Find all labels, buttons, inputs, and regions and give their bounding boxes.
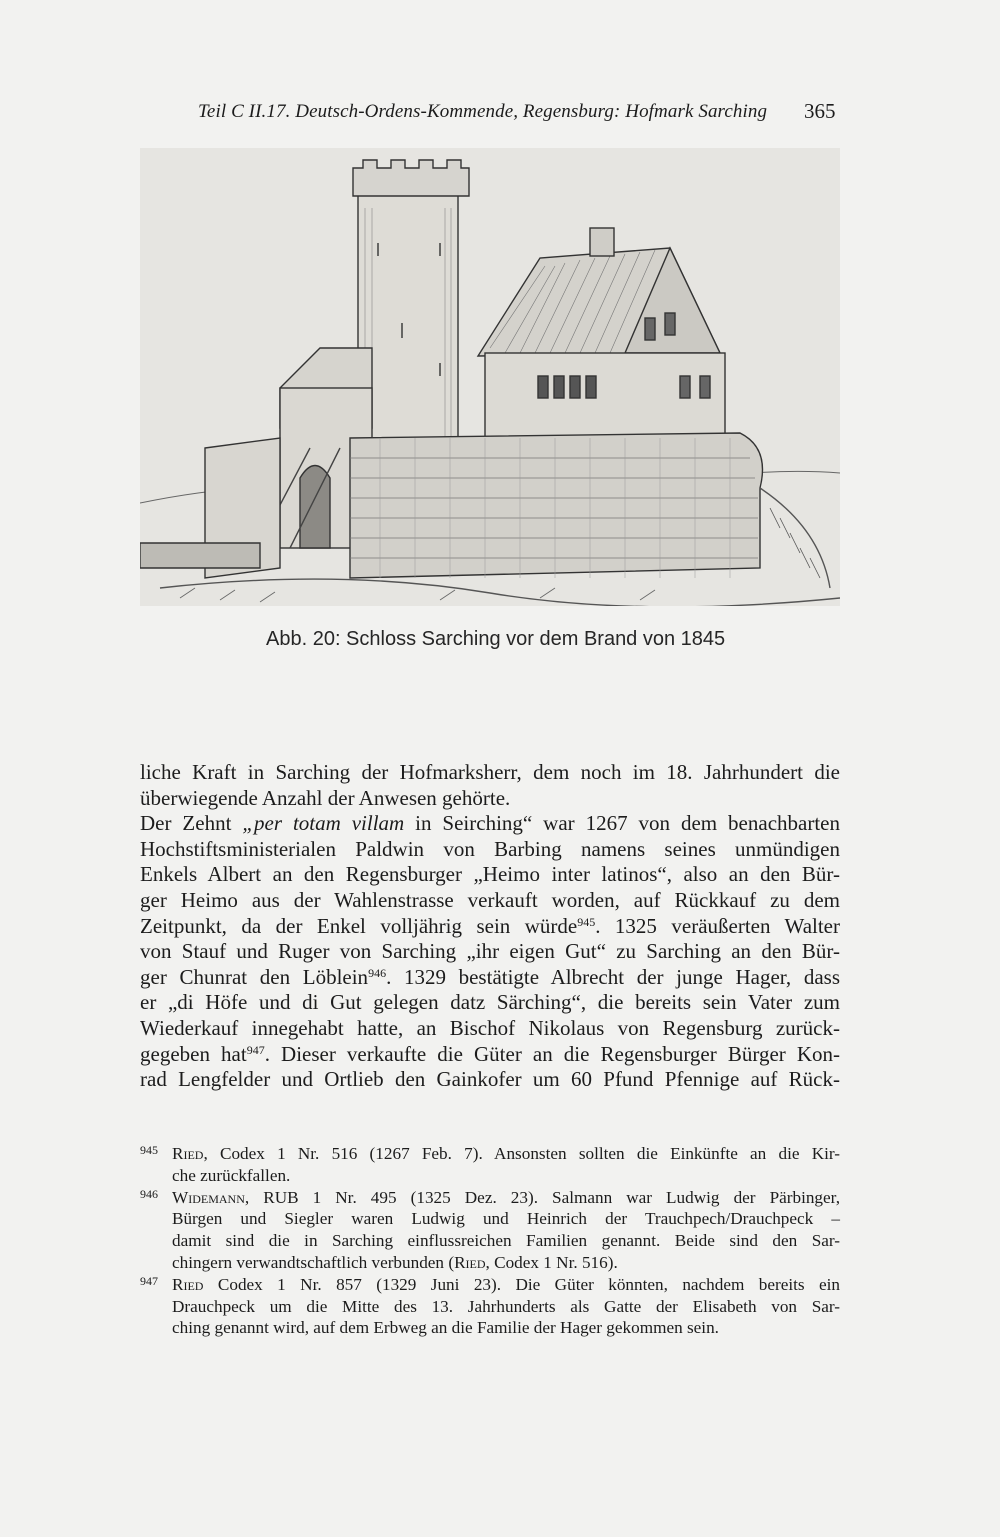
text-run: in Seirching“ war 1267 von dem benachbarten	[404, 811, 840, 836]
text-line: er „di Höfe und di Gut gelegen datz Särching“, die bereits sein Vater zum	[140, 990, 840, 1015]
footnote-number: 946	[140, 1186, 158, 1201]
footnote-line: che zurückfallen.	[172, 1165, 291, 1185]
author-name: Widemann	[172, 1187, 245, 1207]
text-run: . Dieser verkaufte die Güter an die Regensburger Bürger Kon-	[264, 1041, 840, 1066]
text-run: , Codex 1 Nr. 516).	[485, 1252, 618, 1272]
footnote-number: 945	[140, 1143, 158, 1157]
text-run: , Codex 1 Nr. 516 (1267 Feb. 7). Ansonsten sollten die Einkünfte an die Kir-	[203, 1144, 840, 1163]
author-name: Ried	[172, 1274, 204, 1294]
footnote-line	[172, 1187, 840, 1209]
footnote-ref: 945	[577, 914, 596, 929]
text-run: Zeitpunkt, da der Enkel volljährig sein würde	[140, 913, 578, 938]
text-line: Wiederkauf innegehabt hatte, an Bischof Nikolaus von Regensburg zurück-	[140, 1015, 840, 1040]
emphasis-text: „per totam villam	[242, 811, 405, 836]
footnote-line: Drauchpeck um die Mitte des 13. Jahrhunderts als Gatte der Elisabeth von Sar-	[172, 1296, 840, 1316]
footnote-line: damit sind die in Sarching einflussreichen Familien genannt. Beide sind den Sar-	[172, 1231, 840, 1251]
text-line: von Stauf und Ruger von Sarching „ihr eigen Gut“ zu Sarching an den Bür-	[140, 939, 840, 964]
text-run: Der Zehnt	[140, 811, 243, 836]
running-title: Teil C II.17. Deutsch-Ordens-Kommende, Regensburg: Hofmark Sarching	[198, 101, 768, 122]
text-line: überwiegende Anzahl der Anwesen gehörte.	[140, 785, 511, 810]
footnotes	[140, 1143, 840, 1339]
text-line	[140, 811, 840, 837]
footnote-line: Bürgen und Siegler waren Ludwig und Heinrich der Trauchpech/Drauchpeck –	[172, 1209, 840, 1229]
footnote-946	[140, 1187, 840, 1274]
author-name: Ried	[172, 1144, 204, 1163]
text-line	[140, 1042, 840, 1068]
page-number: 365	[804, 99, 836, 123]
text-run: . 1329 bestätigte Albrecht der junge Hager, dass	[386, 964, 840, 989]
footnote-line	[172, 1274, 840, 1296]
text-line	[140, 914, 840, 940]
footnote-ref: 946	[368, 965, 387, 980]
footnote-ref: 947	[246, 1042, 265, 1057]
text-line: liche Kraft in Sarching der Hofmarksherr, dem noch im 18. Jahrhundert die	[140, 760, 840, 784]
text-line: Enkels Albert an den Regensburger „Heimo inter latinos“, also an den Bür-	[140, 862, 840, 887]
text-line: ger Heimo aus der Wahlenstrasse verkauft worden, auf Rückkauf zu dem	[140, 887, 840, 912]
footnote-947	[140, 1274, 840, 1339]
footnote-line	[172, 1252, 840, 1274]
text-run: Codex 1 Nr. 857 (1329 Juni 23). Die Güter könnten, nachdem bereits ein	[203, 1274, 840, 1294]
figure-caption: Abb. 20: Schloss Sarching vor dem Brand von 1845	[266, 628, 726, 650]
text-line	[140, 965, 840, 991]
text-line: rad Lengfelder und Ortlieb den Gainkofer um 60 Pfund Pfennige auf Rück-	[140, 1067, 840, 1092]
text-run: gegeben hat	[140, 1041, 247, 1066]
text-line: Hochstiftsministerialen Paldwin von Barbing namens seines unmündigen	[140, 836, 840, 861]
footnote-number: 947	[140, 1273, 158, 1288]
footnote-945	[140, 1143, 840, 1187]
text-run: . 1325 veräußerten Walter	[595, 913, 841, 938]
castle-illustration	[140, 148, 840, 606]
text-run: chingern verwandtschaftlich verbunden (	[172, 1252, 455, 1272]
text-run: , RUB 1 Nr. 495 (1325 Dez. 23). Salmann war Ludwig der Pärbinger,	[244, 1187, 840, 1207]
body-text	[140, 760, 840, 1093]
text-run: ger Chunrat den Löblein	[140, 964, 369, 989]
curtain-wall-drawing	[140, 433, 830, 588]
footnote-line	[172, 1143, 840, 1165]
footnote-line: ching genannt wird, auf dem Erbweg an die Familie der Hager gekommen sein.	[172, 1318, 719, 1338]
author-name: Ried	[454, 1252, 486, 1272]
